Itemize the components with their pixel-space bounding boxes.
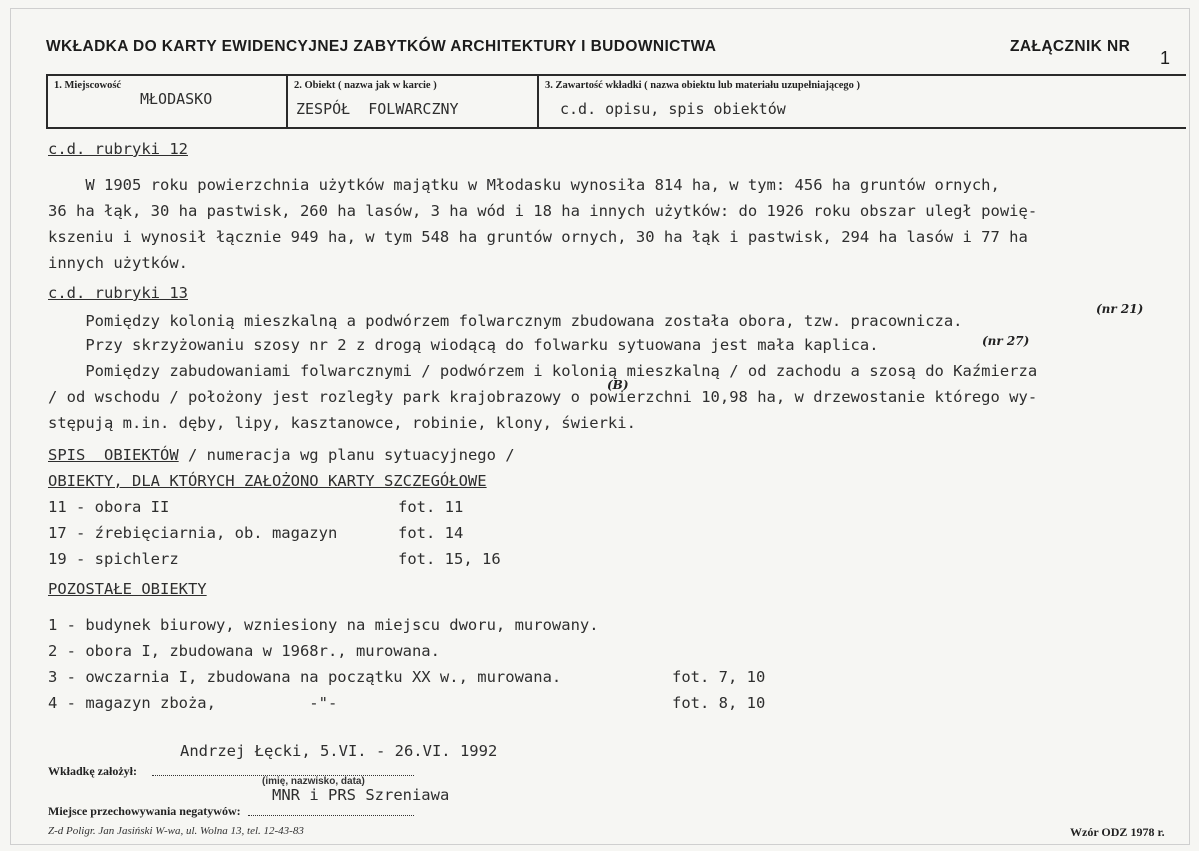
photo-ref: fot. 8, 10	[672, 694, 766, 712]
field-value-place: MŁODASKO	[140, 90, 213, 108]
subheading-other: POZOSTAŁE OBIEKTY	[48, 580, 207, 598]
box-bottom-rule	[46, 127, 1186, 129]
form-code: Wzór ODZ 1978 r.	[1070, 825, 1165, 839]
list-item: 19 - spichlerz	[48, 550, 179, 568]
list-heading: SPIS OBIEKTÓW	[48, 446, 179, 464]
list-item: 1 - budynek biurowy, wzniesiony na miejscu dworu, murowany.	[48, 616, 599, 634]
negatives-location-value: MNR i PRS Szreniawa	[272, 786, 450, 804]
field-label-contents: 3. Zawartość wkładki ( nazwa obiektu lub materiału uzupełniającego )	[545, 80, 861, 91]
handwritten-note: (B)	[607, 378, 629, 392]
text-line: / od wschodu / położony jest rozległy park krajobrazowy o powierzchni 10,98 ha, w drzewostanie którego wy-	[48, 388, 1038, 406]
author-label: Wkładkę założył:	[48, 764, 137, 778]
printer-imprint: Z-d Poligr. Jan Jasiński W-wa, ul. Wolna 13, tel. 12-43-83	[48, 825, 304, 837]
author-caption: (imię, nazwisko, data)	[262, 776, 365, 787]
negatives-dotted-line	[248, 815, 414, 816]
field-value-object: ZESPÓŁ FOLWARCZNY	[296, 100, 459, 118]
box-divider-left	[46, 74, 48, 128]
text-line: kszeniu i wynosił łącznie 949 ha, w tym 548 ha gruntów ornych, 30 ha łąk i pastwisk, 294 ha lasów i 77 ha	[48, 228, 1028, 246]
list-item: 3 - owczarnia I, zbudowana na początku XX w., murowana.	[48, 668, 562, 686]
negatives-location-label: Miejsce przechowywania negatywów:	[48, 804, 241, 818]
list-heading-note: / numeracja wg planu sytuacyjnego /	[178, 446, 515, 464]
text-line: Pomiędzy kolonią mieszkalną a podwórzem folwarcznym zbudowana została obora, tzw. pracownicza.	[48, 312, 963, 330]
field-value-contents: c.d. opisu, spis obiektów	[560, 100, 786, 118]
box-top-rule	[46, 74, 1186, 76]
text-line: stępują m.in. dęby, lipy, kasztanowce, robinie, klony, świerki.	[48, 414, 636, 432]
box-divider-2	[537, 74, 539, 128]
list-heading-row	[48, 446, 515, 464]
photo-ref: fot. 7, 10	[672, 668, 766, 686]
field-label-place: 1. Miejscowość	[54, 80, 122, 91]
field-label-object: 2. Obiekt ( nazwa jak w karcie )	[294, 80, 437, 91]
text-line: W 1905 roku powierzchnia użytków majątku w Młodasku wynosiła 814 ha, w tym: 456 ha gruntów ornych,	[48, 176, 1000, 194]
text-line: 36 ha łąk, 30 ha pastwisk, 260 ha lasów, 3 ha wód i 18 ha innych użytków: do 1926 roku obszar uległ powię-	[48, 202, 1038, 220]
section-heading-13: c.d. rubryki 13	[48, 284, 188, 302]
list-item: 11 - obora II	[48, 498, 170, 516]
attachment-label: ZAŁĄCZNIK NR	[1010, 38, 1131, 55]
photo-ref: fot. 11	[398, 498, 464, 516]
subheading-detailed: OBIEKTY, DLA KTÓRYCH ZAŁOŻONO KARTY SZCZEGÓŁOWE	[48, 472, 487, 490]
list-item: 17 - źrebięciarnia, ob. magazyn	[48, 524, 338, 542]
text-line: innych użytków.	[48, 254, 188, 272]
handwritten-note: (nr 21)	[1096, 302, 1144, 316]
handwritten-note: (nr 27)	[982, 334, 1030, 348]
attachment-number: 1	[1160, 48, 1171, 68]
form-title: WKŁADKA DO KARTY EWIDENCYJNEJ ZABYTKÓW ARCHITEKTURY I BUDOWNICTWA	[46, 38, 717, 55]
text-line: Przy skrzyżowaniu szosy nr 2 z drogą wiodącą do folwarku sytuowana jest mała kaplica.	[48, 336, 879, 354]
list-item: 2 - obora I, zbudowana w 1968r., murowana.	[48, 642, 440, 660]
text-line: Pomiędzy zabudowaniami folwarcznymi / podwórzem i kolonią mieszkalną / od zachodu a szosą do Kaźmierza	[48, 362, 1038, 380]
photo-ref: fot. 14	[398, 524, 464, 542]
box-divider-1	[286, 74, 288, 128]
section-heading-12: c.d. rubryki 12	[48, 140, 188, 158]
author-value: Andrzej Łęcki, 5.VI. - 26.VI. 1992	[180, 742, 498, 760]
photo-ref: fot. 15, 16	[398, 550, 501, 568]
list-item: 4 - magazyn zboża, -"-	[48, 694, 338, 712]
